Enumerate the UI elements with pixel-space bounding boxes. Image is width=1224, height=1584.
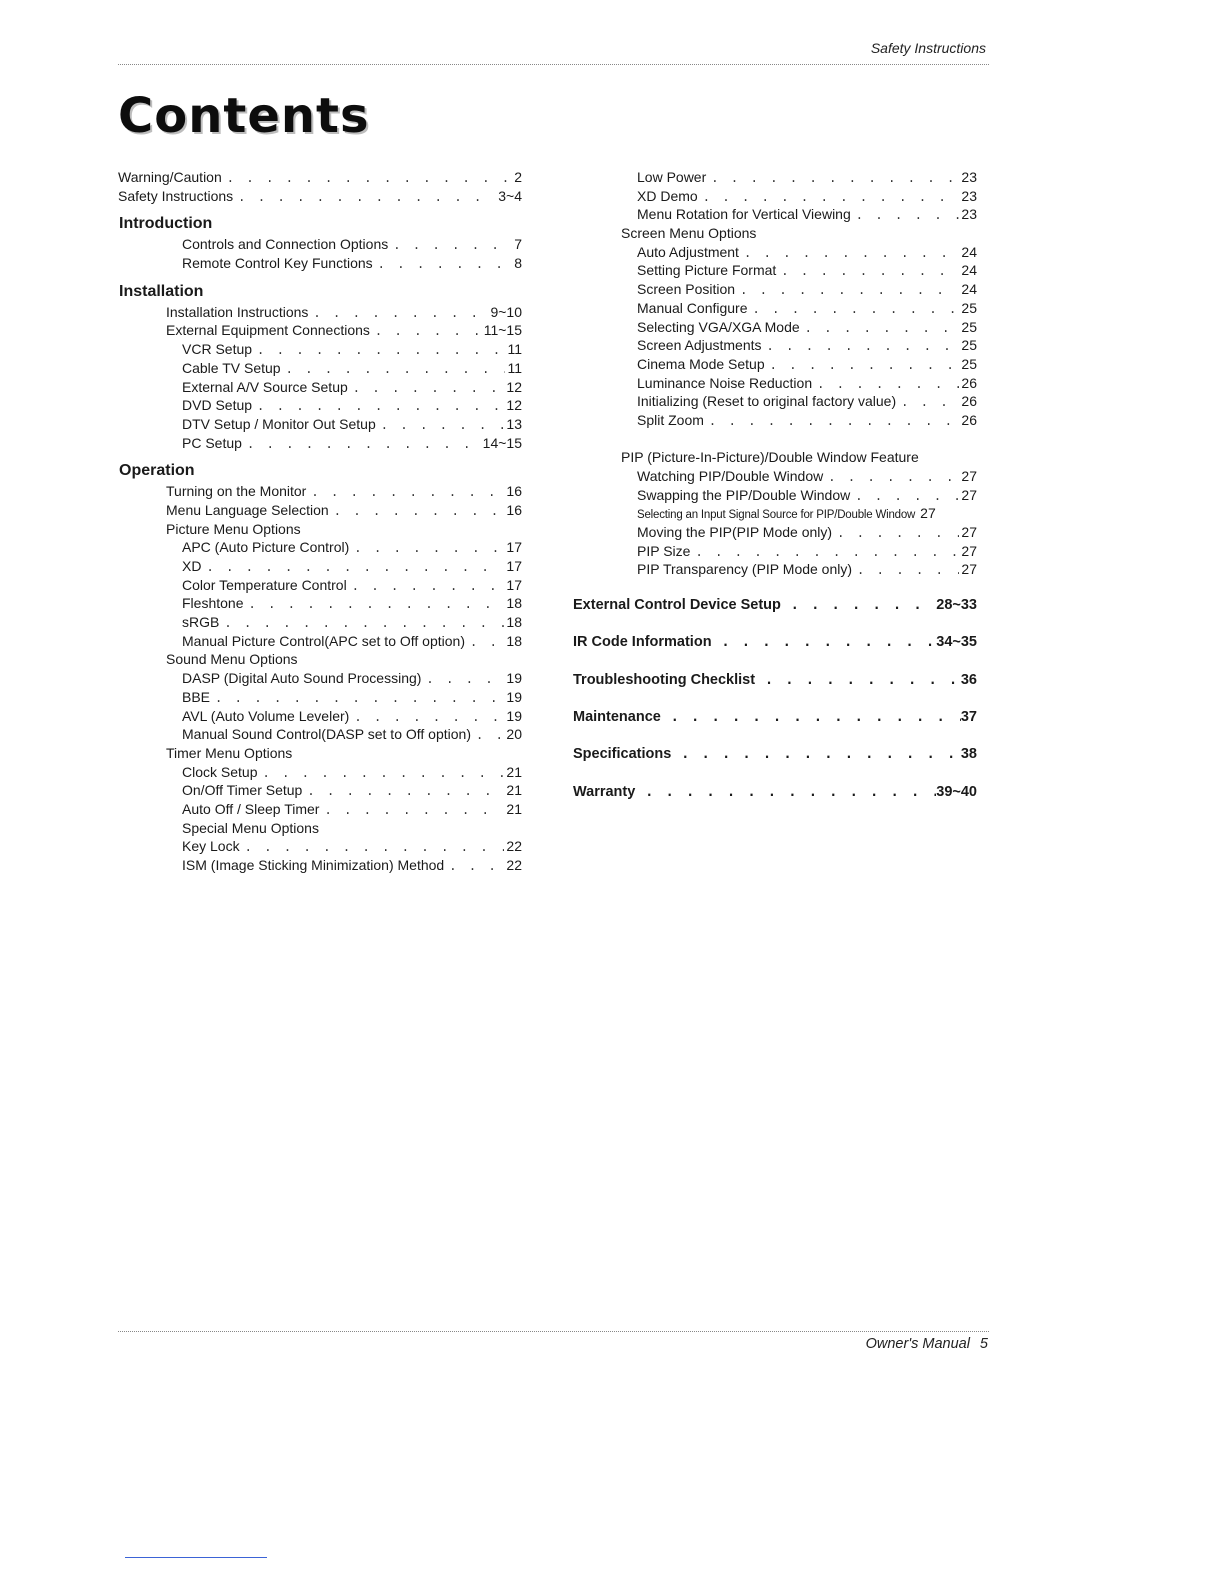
toc-entry-title: AVL (Auto Volume Leveler): [182, 707, 350, 724]
dot-leader: [313, 304, 488, 323]
toc-entry-title: Selecting an Input Signal Source for PIP/Double Window: [637, 509, 916, 522]
toc-entry-title: Safety Instructions: [118, 187, 234, 204]
toc-entry-title: Low Power: [637, 169, 707, 185]
dot-leader: [645, 783, 936, 803]
toc-entry[interactable]: [118, 303, 522, 322]
toc-entry-title: Swapping the PIP/Double Window: [637, 486, 851, 503]
toc-entry[interactable]: [573, 299, 977, 318]
toc-entry-page: 19: [506, 688, 522, 705]
page-title: Contents: [118, 88, 370, 144]
dot-leader: [901, 393, 959, 412]
toc-entry-title: Screen Adjustments: [637, 337, 762, 354]
dot-leader: [695, 543, 959, 562]
toc-entry-page: 18: [506, 614, 522, 631]
section-heading-introduction: Introduction: [119, 215, 213, 233]
toc-entry-page: 21: [506, 763, 522, 780]
spacer: [573, 579, 977, 595]
spacer: [573, 430, 977, 449]
toc-group-pip[interactable]: PIP (Picture-In-Picture)/Double Window Feature: [621, 449, 919, 466]
dot-leader: [375, 322, 482, 341]
toc-entry-title: Setting Picture Format: [637, 262, 777, 279]
dot-leader: [334, 502, 505, 521]
toc-group-sound-menu[interactable]: Sound Menu Options: [166, 651, 298, 668]
toc-entry-title: Luminance Noise Reduction: [637, 374, 813, 391]
toc-entry-page: 17: [506, 576, 522, 593]
toc-entry[interactable]: [118, 359, 522, 378]
dot-leader: [671, 708, 961, 728]
toc-entry-page: 21: [506, 782, 522, 799]
dot-leader: [257, 397, 504, 416]
toc-entry[interactable]: [573, 168, 977, 187]
dot-leader: [247, 435, 481, 454]
toc-entry[interactable]: [118, 856, 522, 875]
toc-entry[interactable]: [118, 557, 522, 576]
toc-entry[interactable]: [573, 374, 977, 393]
dot-leader: [765, 671, 961, 691]
toc-entry[interactable]: [118, 576, 522, 595]
toc-entry-title: Initializing (Reset to original factory value): [637, 393, 897, 410]
toc-entry-title: Remote Control Key Functions: [182, 255, 373, 272]
footer-divider: [118, 1331, 989, 1332]
dot-leader: [856, 206, 960, 225]
dot-leader: [307, 782, 504, 801]
toc-entry[interactable]: [118, 321, 522, 340]
toc-entry-page: 24: [961, 262, 977, 279]
toc-entry[interactable]: [573, 486, 977, 505]
footer-page-number: 5: [979, 1336, 988, 1352]
toc-entry-page: 23: [961, 206, 977, 223]
toc-entry-title: PIP Transparency (PIP Mode only): [637, 561, 853, 578]
toc-entry-page: 23: [961, 169, 977, 185]
toc-entry-title: Split Zoom: [637, 411, 704, 428]
toc-entry-page: 11: [507, 359, 522, 376]
dot-leader: [238, 188, 496, 207]
toc-section-ir-code[interactable]: [573, 632, 977, 652]
toc-entry-title: DTV Setup / Monitor Out Setup: [182, 415, 376, 432]
dot-leader: [767, 337, 960, 356]
toc-entry-title: Auto Adjustment: [637, 243, 739, 260]
toc-entry-page: 13: [506, 415, 522, 432]
scan-artifact-line: [125, 1557, 267, 1558]
toc-entry[interactable]: [118, 725, 522, 744]
dot-leader: [828, 468, 959, 487]
toc-section-page: 36: [960, 671, 977, 688]
dot-leader: [426, 670, 504, 689]
toc-section-title: Specifications: [573, 746, 672, 763]
toc-entry-title: DVD Setup: [182, 397, 253, 414]
dot-leader: [381, 416, 505, 435]
toc-entry[interactable]: [573, 504, 977, 523]
toc-group-timer-menu[interactable]: Timer Menu Options: [166, 744, 293, 761]
toc-entry[interactable]: [118, 669, 522, 688]
toc-entry-page: 27: [961, 561, 977, 578]
toc-entry-title: Screen Position: [637, 281, 736, 298]
toc-entry-title: Watching PIP/Double Window: [637, 468, 824, 484]
header-divider: [118, 64, 989, 65]
dot-leader: [393, 236, 512, 255]
dot-leader: [857, 561, 959, 580]
toc-entry-page: 24: [961, 281, 977, 298]
toc-entry-title: Color Temperature Control: [182, 576, 347, 593]
toc-entry[interactable]: [573, 411, 977, 430]
toc-group-special-menu[interactable]: Special Menu Options: [182, 819, 319, 836]
toc-entry-page: 27: [920, 505, 936, 522]
toc-entry[interactable]: [118, 235, 522, 254]
toc-entry-page: 7: [514, 236, 522, 253]
dot-leader: [781, 262, 959, 281]
dot-leader: [353, 379, 505, 398]
toc-entry-title: XD Demo: [637, 187, 698, 204]
dot-leader: [227, 169, 512, 188]
toc-entry-page: 27: [961, 542, 977, 559]
toc-entry-page: 17: [506, 558, 522, 574]
toc-entry-page: 26: [961, 393, 977, 410]
toc-entry-page: 24: [961, 243, 977, 260]
toc-entry-title: APC (Auto Picture Control): [182, 539, 350, 556]
dot-leader: [311, 483, 504, 502]
toc-entry-title: Manual Configure: [637, 299, 748, 316]
toc-section-title: Warranty: [573, 783, 636, 800]
toc-entry[interactable]: [573, 280, 977, 299]
dot-leader: [352, 577, 505, 596]
toc-right-column: [573, 168, 977, 819]
toc-section-title: Troubleshooting Checklist: [573, 671, 756, 688]
toc-entry[interactable]: [118, 396, 522, 415]
toc-entry-title: Auto Off / Sleep Timer: [182, 800, 320, 817]
toc-entry-title: BBE: [182, 688, 211, 705]
toc-entry-page: 18: [506, 632, 522, 649]
dot-leader: [711, 169, 959, 188]
dot-leader: [740, 281, 959, 300]
dot-leader: [262, 764, 504, 783]
toc-entry-title: Menu Rotation for Vertical Viewing: [637, 206, 851, 223]
toc-entry-title: Manual Sound Control(DASP set to Off option): [182, 726, 471, 743]
toc-entry-title: Turning on the Monitor: [166, 483, 307, 500]
toc-entry-title: External A/V Source Setup: [182, 378, 348, 395]
section-heading-installation: Installation: [119, 282, 204, 300]
dot-leader: [449, 857, 504, 876]
toc-entry-title: sRGB: [182, 614, 220, 631]
toc-section-maintenance[interactable]: [573, 707, 977, 727]
dot-leader: [770, 356, 960, 375]
toc-entry[interactable]: [118, 763, 522, 782]
toc-entry[interactable]: [118, 688, 522, 707]
toc-entry[interactable]: [118, 434, 522, 453]
dot-leader: [817, 375, 959, 394]
page-footer: [866, 1336, 988, 1352]
toc-entry[interactable]: [118, 415, 522, 434]
footer-manual-label: Owner's Manual: [865, 1336, 970, 1352]
toc-entry-page: 9~10: [490, 303, 522, 320]
toc-entry[interactable]: [573, 523, 977, 542]
toc-entry[interactable]: [573, 261, 977, 280]
toc-entry-page: 25: [961, 337, 977, 354]
toc-entry[interactable]: [118, 837, 522, 856]
toc-section-page: 37: [960, 709, 977, 726]
toc-entry[interactable]: [118, 781, 522, 800]
toc-entry-title: Moving the PIP(PIP Mode only): [637, 524, 833, 541]
toc-entry[interactable]: [573, 243, 977, 262]
toc-entry[interactable]: [573, 560, 977, 579]
toc-entry-page: 19: [506, 707, 522, 724]
dot-leader: [215, 689, 504, 708]
toc-entry-page: 25: [961, 355, 977, 372]
toc-entry[interactable]: [118, 340, 522, 359]
toc-entry-page: 12: [506, 378, 522, 395]
toc-group-picture-menu[interactable]: Picture Menu Options: [166, 520, 301, 537]
dot-leader: [476, 726, 504, 745]
toc-entry[interactable]: [118, 482, 522, 501]
toc-entry-title: On/Off Timer Setup: [182, 782, 303, 799]
toc-entry-safety[interactable]: [118, 187, 522, 206]
section-heading-operation: Operation: [119, 462, 195, 480]
toc-entry[interactable]: [573, 542, 977, 561]
toc-entry-title: Controls and Connection Options: [182, 236, 389, 253]
toc-entry-title: PC Setup: [182, 434, 242, 451]
toc-entry[interactable]: [573, 336, 977, 355]
toc-entry-page: 27: [961, 486, 977, 503]
dot-leader: [470, 633, 504, 652]
dot-leader: [324, 801, 504, 820]
toc-left-column: [118, 168, 522, 875]
toc-entry-page: 22: [506, 857, 522, 873]
dot-leader: [791, 596, 936, 616]
dot-leader: [709, 412, 960, 431]
dot-leader: [855, 487, 959, 506]
toc-entry-page: 16: [506, 483, 522, 500]
toc-section-external-control[interactable]: [573, 595, 977, 615]
toc-section-title: Maintenance: [573, 709, 661, 726]
toc-entry-title: Cinema Mode Setup: [637, 355, 765, 372]
dot-leader: [805, 319, 960, 338]
toc-entry-title: XD: [182, 558, 202, 574]
dot-leader: [753, 300, 960, 319]
toc-entry-page: 27: [961, 468, 977, 484]
toc-entry-title: Manual Picture Control(APC set to Off option): [182, 632, 465, 649]
toc-entry-page: 17: [506, 539, 522, 556]
toc-entry-title: Cable TV Setup: [182, 359, 281, 376]
toc-entry-page: 23: [961, 187, 977, 204]
dot-leader: [722, 633, 937, 653]
toc-entry-page: 20: [506, 726, 522, 743]
toc-entry[interactable]: [118, 800, 522, 819]
toc-entry[interactable]: [118, 613, 522, 632]
toc-entry-page: 11: [507, 341, 522, 358]
toc-entry-page: 22: [506, 838, 522, 855]
toc-entry-page: 2: [514, 169, 522, 185]
toc-entry-warning[interactable]: [118, 168, 522, 187]
toc-entry[interactable]: [118, 538, 522, 557]
toc-entry-page: 27: [961, 524, 977, 541]
toc-entry[interactable]: [573, 318, 977, 337]
toc-entry-title: PIP Size: [637, 542, 691, 559]
dot-leader: [286, 360, 506, 379]
toc-entry[interactable]: [118, 254, 522, 273]
toc-entry[interactable]: [118, 632, 522, 651]
dot-leader: [703, 188, 960, 207]
toc-section-page: 34~35: [936, 634, 977, 651]
dot-leader: [354, 708, 504, 727]
dot-leader: [224, 614, 504, 633]
toc-entry-page: 11~15: [483, 322, 522, 339]
toc-section-warranty[interactable]: [573, 782, 977, 802]
toc-entry-title: Menu Language Selection: [166, 501, 329, 518]
toc-entry[interactable]: [118, 378, 522, 397]
toc-entry[interactable]: [118, 707, 522, 726]
dot-leader: [245, 838, 505, 857]
running-header: Safety Instructions: [870, 40, 986, 56]
toc-entry-page: 25: [961, 318, 977, 335]
toc-entry[interactable]: [573, 467, 977, 486]
dot-leader: [837, 524, 959, 543]
toc-section-page: 38: [960, 746, 977, 763]
toc-section-title: External Control Device Setup: [573, 597, 781, 614]
toc-entry-title: External Equipment Connections: [166, 322, 370, 339]
dot-leader: [681, 745, 961, 765]
dot-leader: [257, 341, 505, 360]
dot-leader: [248, 595, 504, 614]
toc-entry-page: 25: [961, 299, 977, 316]
toc-entry-title: Installation Instructions: [166, 303, 309, 320]
toc-entry-page: 21: [506, 800, 522, 817]
toc-entry-page: 26: [961, 374, 977, 391]
toc-entry[interactable]: [573, 355, 977, 374]
toc-entry[interactable]: [573, 187, 977, 206]
toc-entry[interactable]: [118, 594, 522, 613]
toc-section-page: 39~40: [936, 783, 977, 800]
toc-entry-title: ISM (Image Sticking Minimization) Method: [182, 857, 445, 873]
toc-entry-title: DASP (Digital Auto Sound Processing): [182, 670, 422, 687]
toc-section-specifications[interactable]: [573, 744, 977, 764]
toc-entry[interactable]: [573, 392, 977, 411]
dot-leader: [744, 244, 959, 263]
toc-entry-page: 12: [506, 397, 522, 414]
toc-entry-page: 8: [514, 255, 522, 272]
toc-entry-page: 18: [506, 595, 522, 612]
toc-section-page: 28~33: [936, 597, 977, 614]
toc-entry-title: Clock Setup: [182, 763, 258, 780]
toc-entry-page: 26: [961, 411, 977, 428]
toc-entry-title: Selecting VGA/XGA Mode: [637, 318, 800, 335]
toc-entry-page: 3~4: [498, 187, 522, 204]
dot-leader: [378, 255, 513, 274]
toc-section-title: IR Code Information: [573, 634, 712, 651]
toc-entry-page: 14~15: [482, 434, 522, 451]
toc-entry-page: 19: [506, 670, 522, 687]
toc-entry[interactable]: [118, 501, 522, 520]
toc-group-screen-menu[interactable]: Screen Menu Options: [621, 225, 757, 242]
toc-entry-title: Fleshtone: [182, 595, 244, 612]
dot-leader: [206, 558, 504, 577]
dot-leader: [354, 539, 504, 558]
toc-entry-title: Warning/Caution: [118, 169, 222, 185]
toc-entry-title: VCR Setup: [182, 341, 253, 358]
toc-entry-page: 16: [506, 501, 522, 518]
toc-section-troubleshooting[interactable]: [573, 670, 977, 690]
toc-entry[interactable]: [573, 205, 977, 224]
toc-entry-title: Key Lock: [182, 838, 240, 855]
